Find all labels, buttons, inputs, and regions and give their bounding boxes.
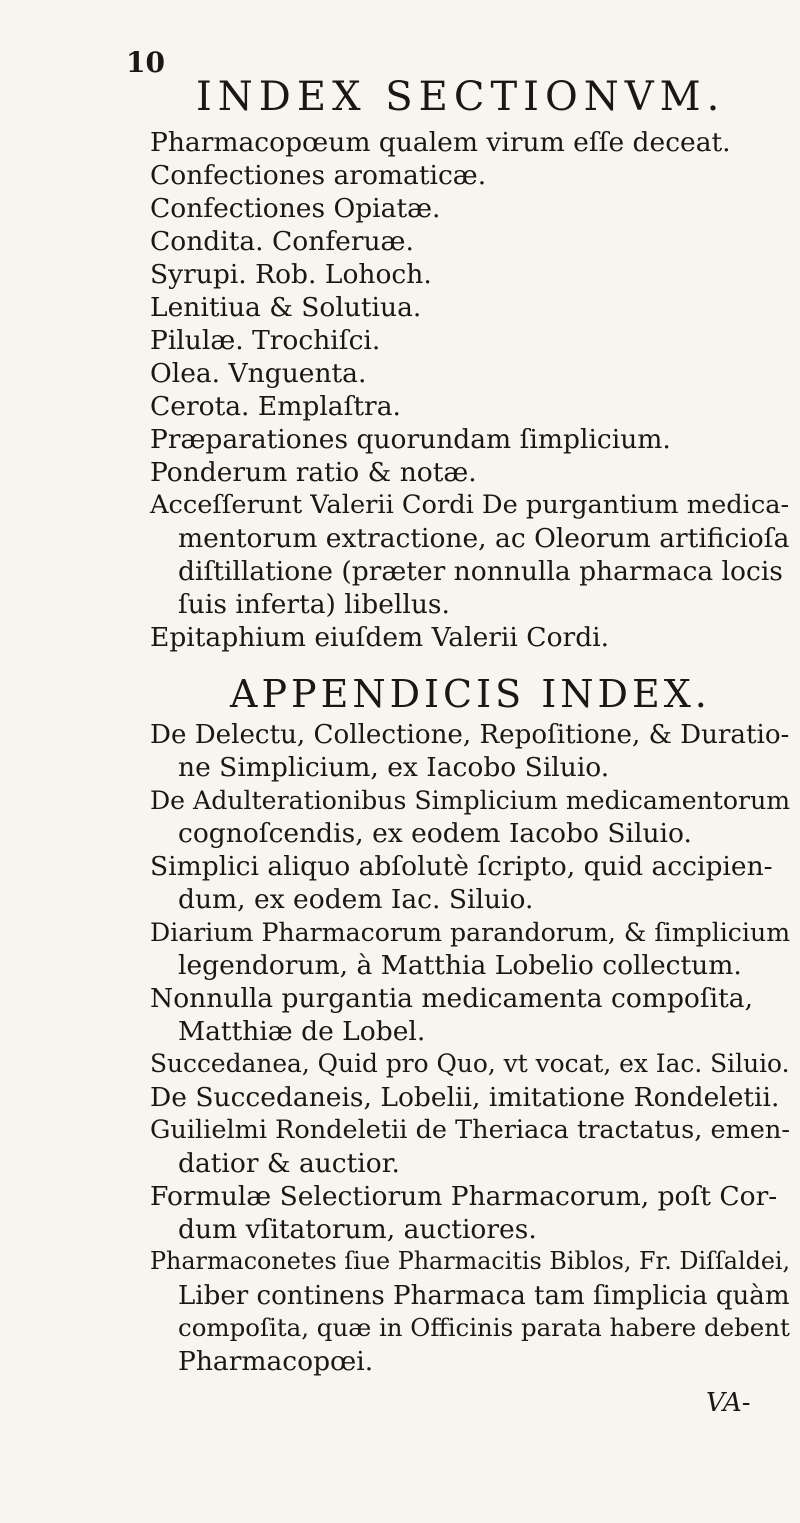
catchword: VA- bbox=[706, 1388, 751, 1418]
index-entry-continued: Liber continens Pharmaca tam ſimplicia quàm bbox=[178, 1281, 790, 1311]
index-entry-continued: mentorum extractione, ac Oleorum artificioſa bbox=[178, 523, 790, 554]
index-entry: Ponderum ratio & notæ. bbox=[150, 457, 477, 488]
index-entry: Simplici aliquo abſolutè ſcripto, quid accipien- bbox=[150, 851, 773, 882]
index-entry-continued: cognoſcendis, ex eodem Iacobo Siluio. bbox=[178, 818, 692, 849]
page-number: 10 bbox=[126, 46, 165, 79]
index-entry: De Delectu, Collectione, Repoſitione, & Duratio- bbox=[150, 720, 790, 750]
index-entry: Succedanea, Quid pro Quo, vt vocat, ex Iac. Siluio. bbox=[150, 1049, 790, 1078]
appendix-heading: APPENDICIS INDEX. bbox=[230, 672, 711, 716]
index-entry-continued: Pharmacopœi. bbox=[178, 1346, 374, 1377]
index-entry: Pilulæ. Trochiſci. bbox=[150, 325, 381, 356]
index-entry: Formulæ Selectiorum Pharmacorum, poſt Cor- bbox=[150, 1181, 778, 1212]
index-entry: Olea. Vnguenta. bbox=[150, 358, 367, 389]
index-entry: Nonnulla purgantia medicamenta compoſita, bbox=[150, 983, 754, 1014]
index-entry: Pharmacopœum qualem virum eſſe deceat. bbox=[150, 127, 731, 158]
index-entry-continued: ſuis inferta) libellus. bbox=[178, 589, 450, 620]
index-entry-continued: ne Simplicium, ex Iacobo Siluio. bbox=[178, 752, 610, 783]
index-entry: Pharmaconetes ſiue Pharmacitis Biblos, Fr. Diſſaldei, bbox=[150, 1247, 791, 1275]
index-entry-continued: dum vſitatorum, auctiores. bbox=[178, 1214, 537, 1245]
index-entry-continued: datior & auctior. bbox=[178, 1148, 400, 1179]
index-heading: INDEX SECTIONVM. bbox=[196, 74, 726, 120]
index-entry-continued: compoſita, quæ in Officinis parata habere debent bbox=[178, 1313, 790, 1342]
index-entry: Confectiones aromaticæ. bbox=[150, 160, 487, 191]
index-entry: De Adulterationibus Simplicium medicamentorum bbox=[150, 786, 791, 815]
index-entry: Acceſſerunt Valerii Cordi De purgantium medica- bbox=[150, 490, 790, 520]
index-entry-continued: legendorum, à Matthia Lobelio collectum. bbox=[178, 950, 742, 981]
index-entry: Guilielmi Rondeletii de Theriaca tractatus, emen- bbox=[150, 1115, 790, 1145]
index-entry: Diarium Pharmacorum parandorum, & ſimplicium bbox=[150, 918, 791, 947]
index-entry: Præparationes quorundam ſimplicium. bbox=[150, 424, 671, 455]
index-entry-continued: Matthiæ de Lobel. bbox=[178, 1016, 426, 1047]
index-entry: De Succedaneis, Lobelii, imitatione Rondeletii. bbox=[150, 1082, 780, 1113]
index-entry: Epitaphium eiuſdem Valerii Cordi. bbox=[150, 622, 610, 653]
index-entry: Syrupi. Rob. Lohoch. bbox=[150, 259, 432, 290]
index-entry: Lenitiua & Solutiua. bbox=[150, 292, 422, 323]
index-entry: Condita. Conferuæ. bbox=[150, 226, 414, 257]
index-entry-continued: dum, ex eodem Iac. Siluio. bbox=[178, 884, 534, 915]
index-entry-continued: diſtillatione (præter nonnulla pharmaca locis bbox=[178, 556, 783, 587]
index-entry: Confectiones Opiatæ. bbox=[150, 193, 441, 224]
index-entry: Cerota. Emplaſtra. bbox=[150, 391, 401, 422]
